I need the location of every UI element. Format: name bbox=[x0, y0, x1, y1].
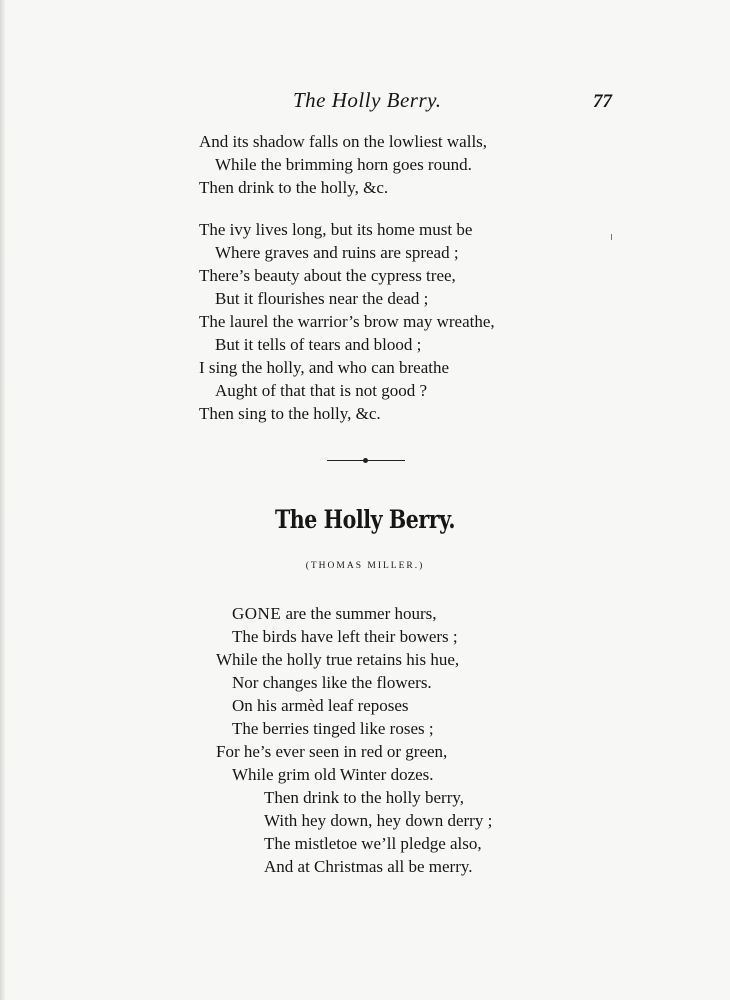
print-speck bbox=[611, 234, 612, 240]
poem-line: But it tells of tears and blood ; bbox=[215, 335, 422, 354]
poem-line: With hey down, hey down derry ; bbox=[264, 811, 493, 830]
poem-line: And at Christmas all be merry. bbox=[264, 857, 473, 876]
poem-line: Then drink to the holly berry, bbox=[264, 788, 465, 807]
poem-line: The laurel the warrior’s brow may wreathe, bbox=[199, 312, 495, 331]
running-title: The Holly Berry. bbox=[293, 88, 442, 112]
poem-line: Then sing to the holly, &c. bbox=[199, 404, 381, 423]
poem-line: For he’s ever seen in red or green, bbox=[216, 742, 448, 761]
poem-line: The mistletoe we’ll pledge also, bbox=[264, 834, 482, 853]
poem-line: On his armèd leaf reposes bbox=[232, 696, 409, 715]
running-header bbox=[0, 88, 730, 118]
poem-line: But it flourishes near the dead ; bbox=[215, 289, 429, 308]
poem-first-line bbox=[232, 602, 437, 625]
poem-line: While the brimming horn goes round. bbox=[215, 155, 472, 174]
poem-author: (THOMAS MILLER.) bbox=[305, 561, 425, 571]
poem-line: Then drink to the holly, &c. bbox=[199, 178, 389, 197]
poem-line: There’s beauty about the cypress tree, bbox=[199, 266, 456, 285]
drop-word: GONE bbox=[232, 604, 282, 623]
poem-line: And its shadow falls on the lowliest walls, bbox=[199, 132, 488, 151]
poem-line: Where graves and ruins are spread ; bbox=[215, 243, 459, 262]
poem-line: The berries tinged like roses ; bbox=[232, 719, 434, 738]
page-number: 77 bbox=[593, 91, 612, 112]
poem-line: While the holly true retains his hue, bbox=[216, 650, 460, 669]
poem-line: Aught of that that is not good ? bbox=[215, 381, 428, 400]
poem-line: While grim old Winter dozes. bbox=[232, 765, 434, 784]
first-line-text: are the summer hours, bbox=[281, 604, 437, 623]
poem-line: The birds have left their bowers ; bbox=[232, 627, 458, 646]
poem-line: The ivy lives long, but its home must be bbox=[199, 220, 473, 239]
page-edge-shadow bbox=[0, 0, 5, 1000]
poem-line: Nor changes like the flowers. bbox=[232, 673, 432, 692]
poem-title: The Holly Berry. bbox=[274, 505, 456, 534]
section-divider-ornament bbox=[363, 458, 368, 463]
poem-line: I sing the holly, and who can breathe bbox=[199, 358, 450, 377]
